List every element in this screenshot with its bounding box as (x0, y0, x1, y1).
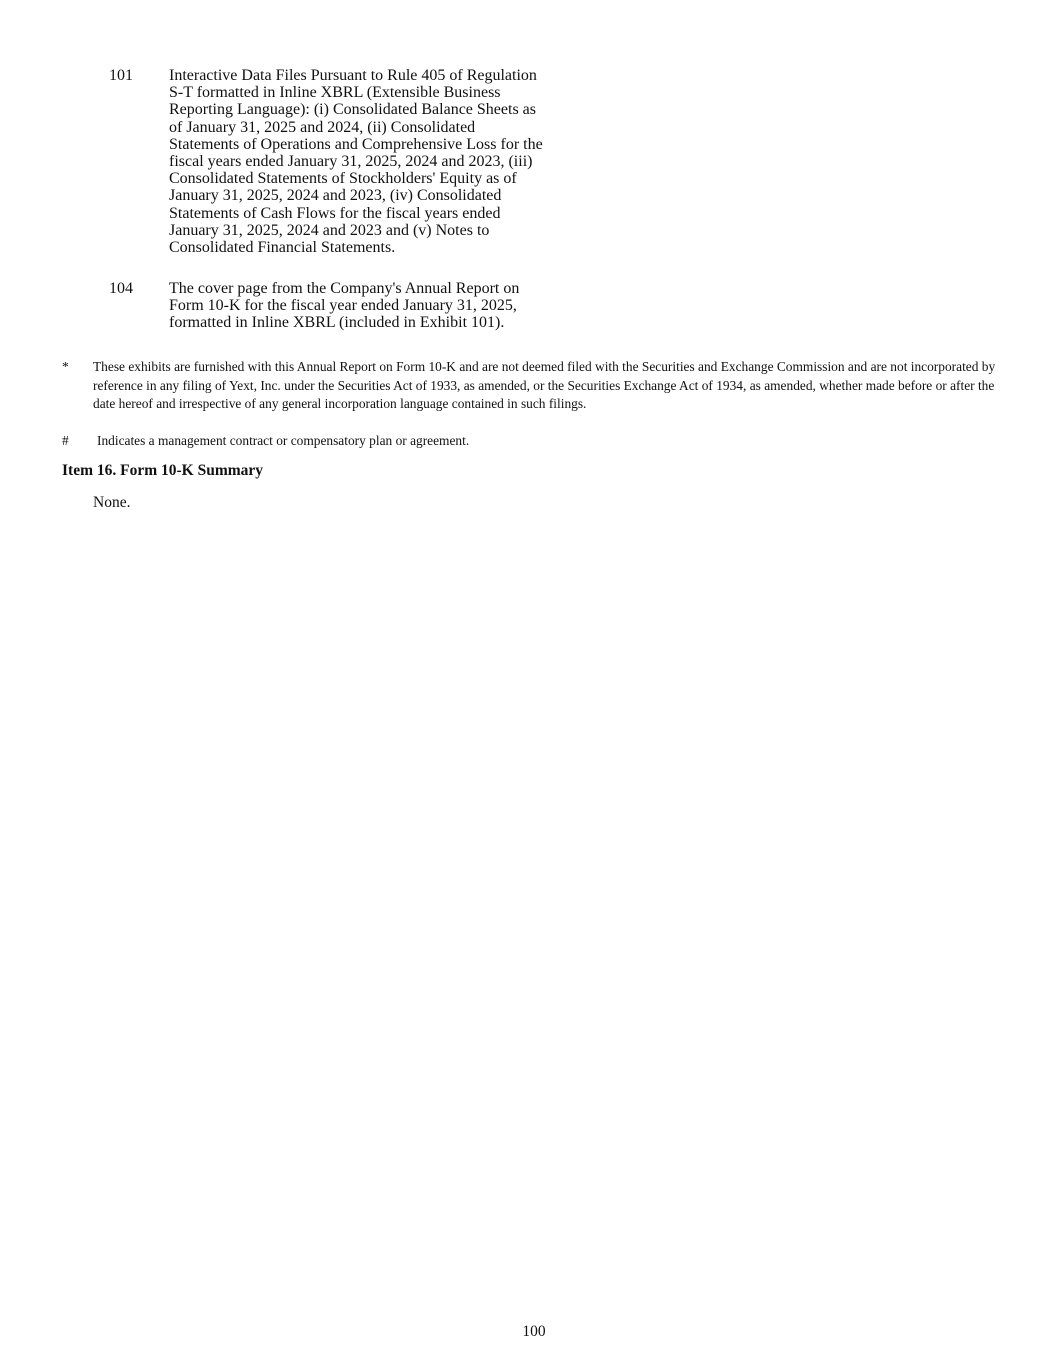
item-16-heading: Item 16. Form 10-K Summary (62, 462, 264, 479)
footnote-marker-hash: # (62, 433, 69, 448)
exhibit-number: 101 (109, 67, 133, 84)
page-number: 100 (522, 1323, 546, 1340)
item-16-body: None. (93, 494, 131, 511)
footnote-furnished-exhibits: These exhibits are furnished with this Annual Report on Form 10-K and are not deemed filed with the Securities and Exchange Commission and are not incorporated by reference in any filing of Yext, Inc. under the Securities Act of 1933, as amended, or the Securities Exchange Act of 1934, as amended, whether made before or after the date hereof and irrespective of any general incorporation language contained in such filings. (93, 359, 996, 412)
footnote-marker-asterisk: * (62, 359, 69, 374)
exhibit-description: The cover page from the Company's Annual Report on Form 10-K for the fiscal year ended January 31, 2025, formatted in Inline XBRL (included in Exhibit 101). (169, 280, 520, 332)
exhibit-description: Interactive Data Files Pursuant to Rule 405 of Regulation S-T formatted in Inline XBRL (Extensible Business Reporting Language): (i) Consolidated Balance Sheets as of January 31, 2025 and 2024, (ii) Consolidated Statements of Operations and Comprehensive Loss for the fiscal years ended January 31, 2025, 2024 and 2023, (iii) Consolidated Statements of Stockholders' Equity as of January 31, 2025, 2024 and 2023, (iv) Consolidated Statements of Cash Flows for the fiscal years ended January 31, 2025, 2024 and 2023 and (v) Notes to Consolidated Financial Statements. (169, 67, 543, 257)
footnote-management-contract: Indicates a management contract or compensatory plan or agreement. (97, 433, 470, 448)
exhibit-number: 104 (109, 280, 133, 297)
